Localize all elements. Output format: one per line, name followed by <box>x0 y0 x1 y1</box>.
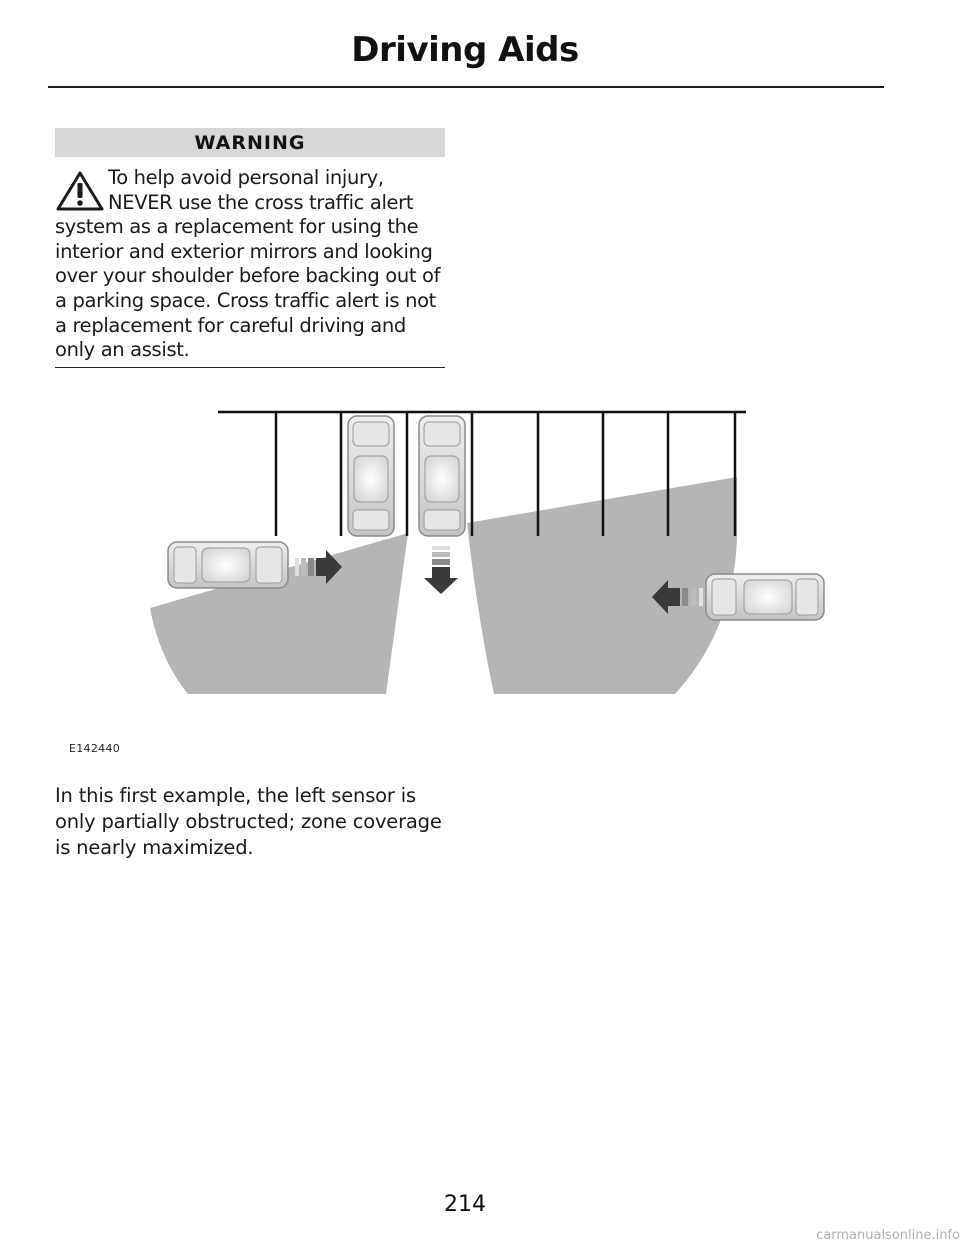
parked-car-center <box>419 416 465 536</box>
approaching-car-left <box>168 542 288 588</box>
page-number: 214 <box>444 1192 486 1217</box>
body-paragraph: In this first example, the left sensor is only partially obstructed; zone coverage is nearly maximized. <box>55 784 442 859</box>
page-title: Driving Aids <box>351 30 579 70</box>
watermark: carmanualsonline.info <box>816 1228 960 1243</box>
figure-id: E142440 <box>69 742 121 755</box>
warning-divider <box>55 367 445 368</box>
warning-text: To help avoid personal injury, NEVER use the cross traffic alert system as a replacement for using the interior and exterior mirrors and looking over your shoulder before backing out of a parking space. Cross traffic alert is not a replacement for careful driving and only an assist. <box>55 166 441 362</box>
warning-heading: WARNING <box>55 128 445 157</box>
parking-lines <box>218 412 746 536</box>
arrow-down-icon <box>424 546 458 594</box>
header-divider <box>48 86 884 88</box>
warning-body <box>55 166 447 363</box>
cross-traffic-diagram <box>140 400 840 700</box>
parked-car-left <box>348 416 394 536</box>
approaching-car-right <box>706 574 824 620</box>
